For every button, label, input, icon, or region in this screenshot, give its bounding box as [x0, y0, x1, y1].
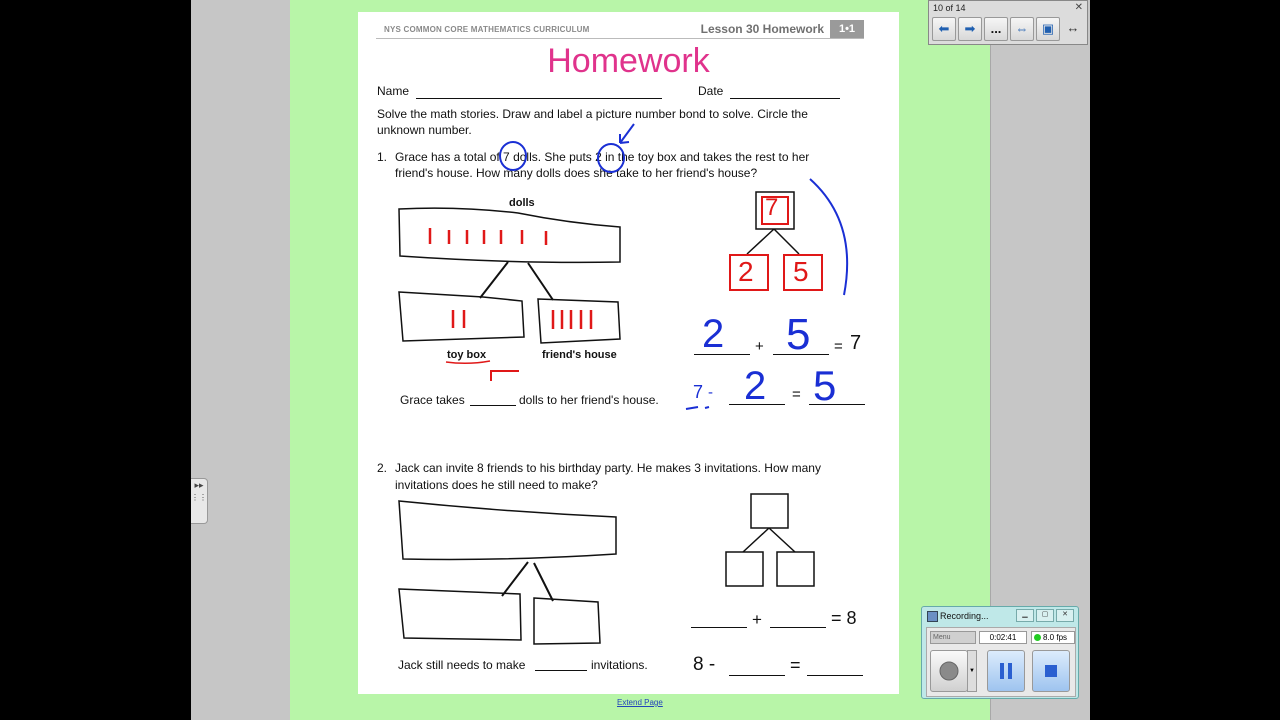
hand-sub-7: 7	[693, 382, 704, 402]
toybox-underline	[446, 361, 490, 363]
side-panel-toggle[interactable]: ▸▸ ⋮⋮	[191, 478, 208, 524]
display-button[interactable]	[1036, 17, 1060, 41]
instructions-line1: Solve the math stories. Draw and label a picture number bond to solve. Circle the	[377, 107, 808, 121]
worksheet-page	[358, 12, 899, 694]
close-icon[interactable]: ✕	[1074, 2, 1083, 13]
p1-bond-lines	[480, 262, 553, 300]
name-label: Name	[377, 84, 410, 98]
fit-width-icon: ⇔	[1015, 21, 1029, 36]
arrow-left-icon: ⬅	[938, 21, 950, 36]
p1-tally-toybox	[453, 310, 464, 328]
module-badge: 1•1	[830, 20, 864, 38]
problem2-number: 2.	[377, 461, 388, 475]
p2-bond-whole-box	[751, 494, 788, 528]
circle-seven	[500, 142, 526, 170]
date-label: Date	[698, 84, 724, 98]
dolls-label: dolls	[509, 197, 535, 209]
p2-bond-part1-box	[726, 552, 763, 586]
p1-sentence-start: Grace takes	[400, 393, 465, 407]
arrow-right-icon: ➡	[964, 21, 976, 36]
extend-page-link[interactable]: Extend Page	[617, 698, 663, 707]
elapsed-time: 0:02:41	[979, 631, 1027, 644]
monitor-icon: ▣	[1041, 21, 1055, 36]
p1-sub-ink-marks	[686, 407, 709, 409]
page-count: 10 of 14	[933, 3, 966, 13]
resize-handle[interactable]	[1062, 17, 1084, 39]
p1-part-bar-left	[399, 292, 524, 341]
page-title: Homework	[547, 42, 710, 80]
hand-sub-2: 2	[744, 364, 767, 408]
p1-tally-whole	[430, 228, 546, 245]
p1-part-bar-right	[538, 299, 620, 343]
problem1-line2: friend's house. How many dolls does she take to her friend's house?	[395, 166, 758, 180]
pause-button[interactable]	[987, 650, 1025, 692]
p2-whole-bar	[399, 501, 616, 559]
p1-sub-equals: =	[792, 386, 801, 403]
friends-house-label: friend's house	[542, 349, 617, 361]
fps-value: 8.0 fps	[1043, 633, 1068, 642]
stop-icon	[1033, 651, 1069, 691]
problem2-line1: Jack can invite 8 friends to his birthday party. He makes 3 invitations. How many	[395, 461, 821, 475]
double-arrow-icon: ↔	[1066, 20, 1080, 35]
hand-add-2: 2	[702, 312, 725, 356]
p1-sum: 7	[850, 332, 862, 354]
status-dot-icon	[1034, 634, 1041, 641]
curriculum-label: NYS COMMON CORE MATHEMATICS CURRICULUM	[384, 25, 590, 34]
p1-whole-bar	[399, 208, 620, 262]
p2-part-bar-right	[534, 598, 600, 644]
problem1-line1: Grace has a total of 7 dolls. She puts 2 in the toy box and takes the rest to her	[395, 150, 810, 164]
p1-sentence-end: dolls to her friend's house.	[519, 393, 659, 407]
previous-page-button[interactable]	[932, 17, 956, 41]
lesson-label: Lesson 30 Homework	[700, 22, 824, 36]
minimize-button[interactable]: ▁	[1016, 609, 1034, 622]
p2-part-bar-left	[399, 589, 521, 640]
pause-icon	[988, 651, 1024, 691]
p1-plus: +	[755, 338, 764, 355]
p2-sub-start: 8 -	[693, 654, 716, 675]
fps-indicator	[1031, 631, 1075, 644]
hand-sub-5: 5	[813, 362, 837, 409]
record-icon	[931, 651, 967, 691]
hand-add-5: 5	[786, 310, 811, 359]
more-options-button[interactable]: ...	[984, 17, 1008, 41]
p2-equals: =	[790, 655, 801, 675]
fit-width-button[interactable]	[1010, 17, 1034, 41]
p2-add-result: = 8	[831, 608, 857, 628]
hand-minus: -	[708, 384, 713, 401]
instructions-line2: unknown number.	[377, 123, 472, 137]
hand-whole-7: 7	[765, 194, 779, 221]
recorder-window	[921, 606, 1079, 699]
check-mark	[620, 124, 634, 143]
problem2-line2: invitations does he still need to make?	[395, 478, 598, 492]
p2-plus: +	[752, 610, 762, 629]
p2-sentence-start: Jack still needs to make	[398, 658, 526, 672]
bond-bracket	[810, 179, 847, 295]
p1-tally-friends	[553, 310, 591, 329]
circle-two	[598, 144, 624, 172]
left-margin	[191, 0, 291, 720]
hand-part-2: 2	[738, 256, 754, 287]
p2-bond-lines	[502, 562, 553, 601]
page-navigator	[928, 0, 1088, 45]
p1-equals: =	[834, 338, 843, 355]
next-page-button[interactable]	[958, 17, 982, 41]
recorder-app-icon	[927, 611, 938, 622]
recorder-title: Recording...	[940, 611, 989, 621]
recorder-menu-dropdown[interactable]: Menu	[930, 631, 976, 644]
p2-bond-connectors	[743, 528, 795, 552]
record-options-dropdown[interactable]: ▼	[967, 650, 977, 692]
p2-bond-part2-box	[777, 552, 814, 586]
p1-bond-lines-right	[747, 229, 799, 254]
worksheet-drawings	[358, 12, 899, 694]
maximize-button[interactable]: ▢	[1036, 609, 1054, 622]
stop-button[interactable]	[1032, 650, 1070, 692]
problem1-number: 1.	[377, 150, 388, 164]
toybox-label: toy box	[447, 349, 487, 361]
p2-sentence-end: invitations.	[591, 658, 648, 672]
p1-answer-mark	[491, 371, 519, 381]
close-button[interactable]: ✕	[1056, 609, 1074, 622]
expand-icon: ▸▸	[194, 480, 204, 490]
record-button[interactable]	[930, 650, 968, 692]
hand-part-5: 5	[793, 256, 809, 287]
